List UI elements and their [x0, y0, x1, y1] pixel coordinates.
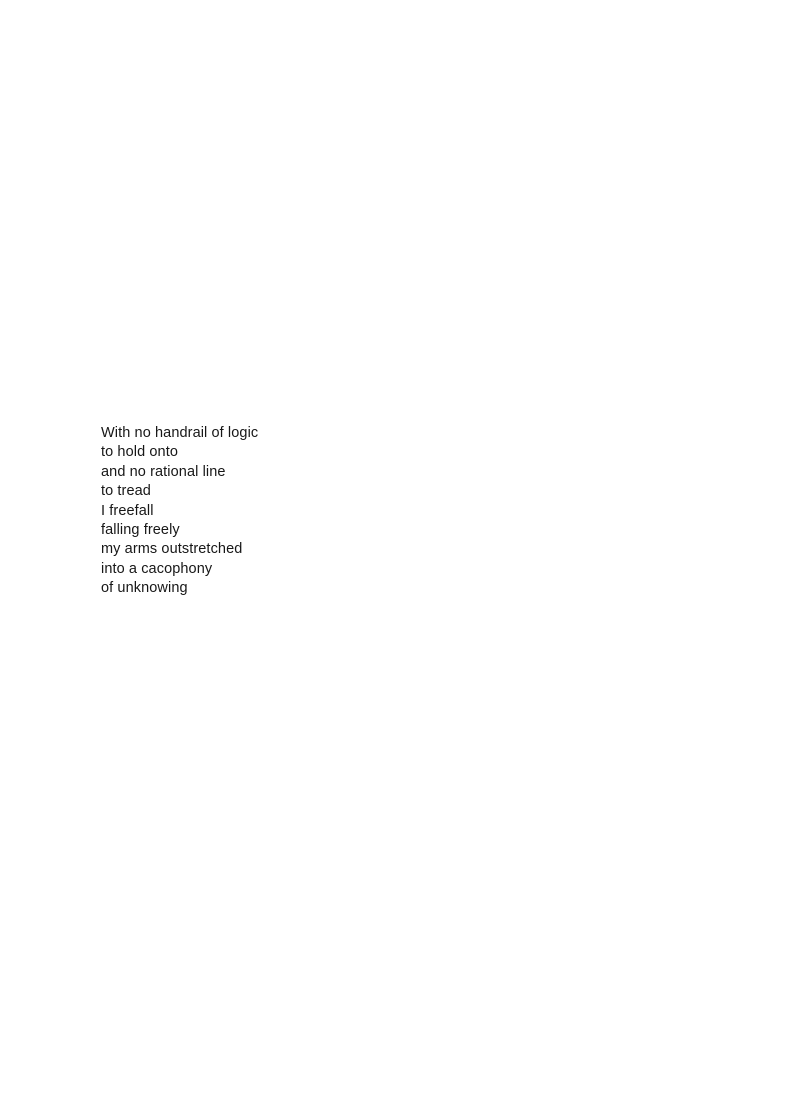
- poem-line: falling freely: [101, 522, 180, 539]
- poem-line: into a cacophony: [101, 560, 213, 577]
- poem-line: of unknowing: [101, 580, 188, 597]
- poem-line: With no handrail of logic: [101, 425, 259, 441]
- poem-line: to tread: [101, 483, 151, 500]
- poem-line: to hold onto: [101, 444, 178, 461]
- poem-line: and no rational line: [101, 463, 226, 480]
- poem-block: [101, 424, 501, 599]
- poem-line: my arms outstretched: [101, 541, 243, 558]
- poem-line: I freefall: [101, 502, 154, 519]
